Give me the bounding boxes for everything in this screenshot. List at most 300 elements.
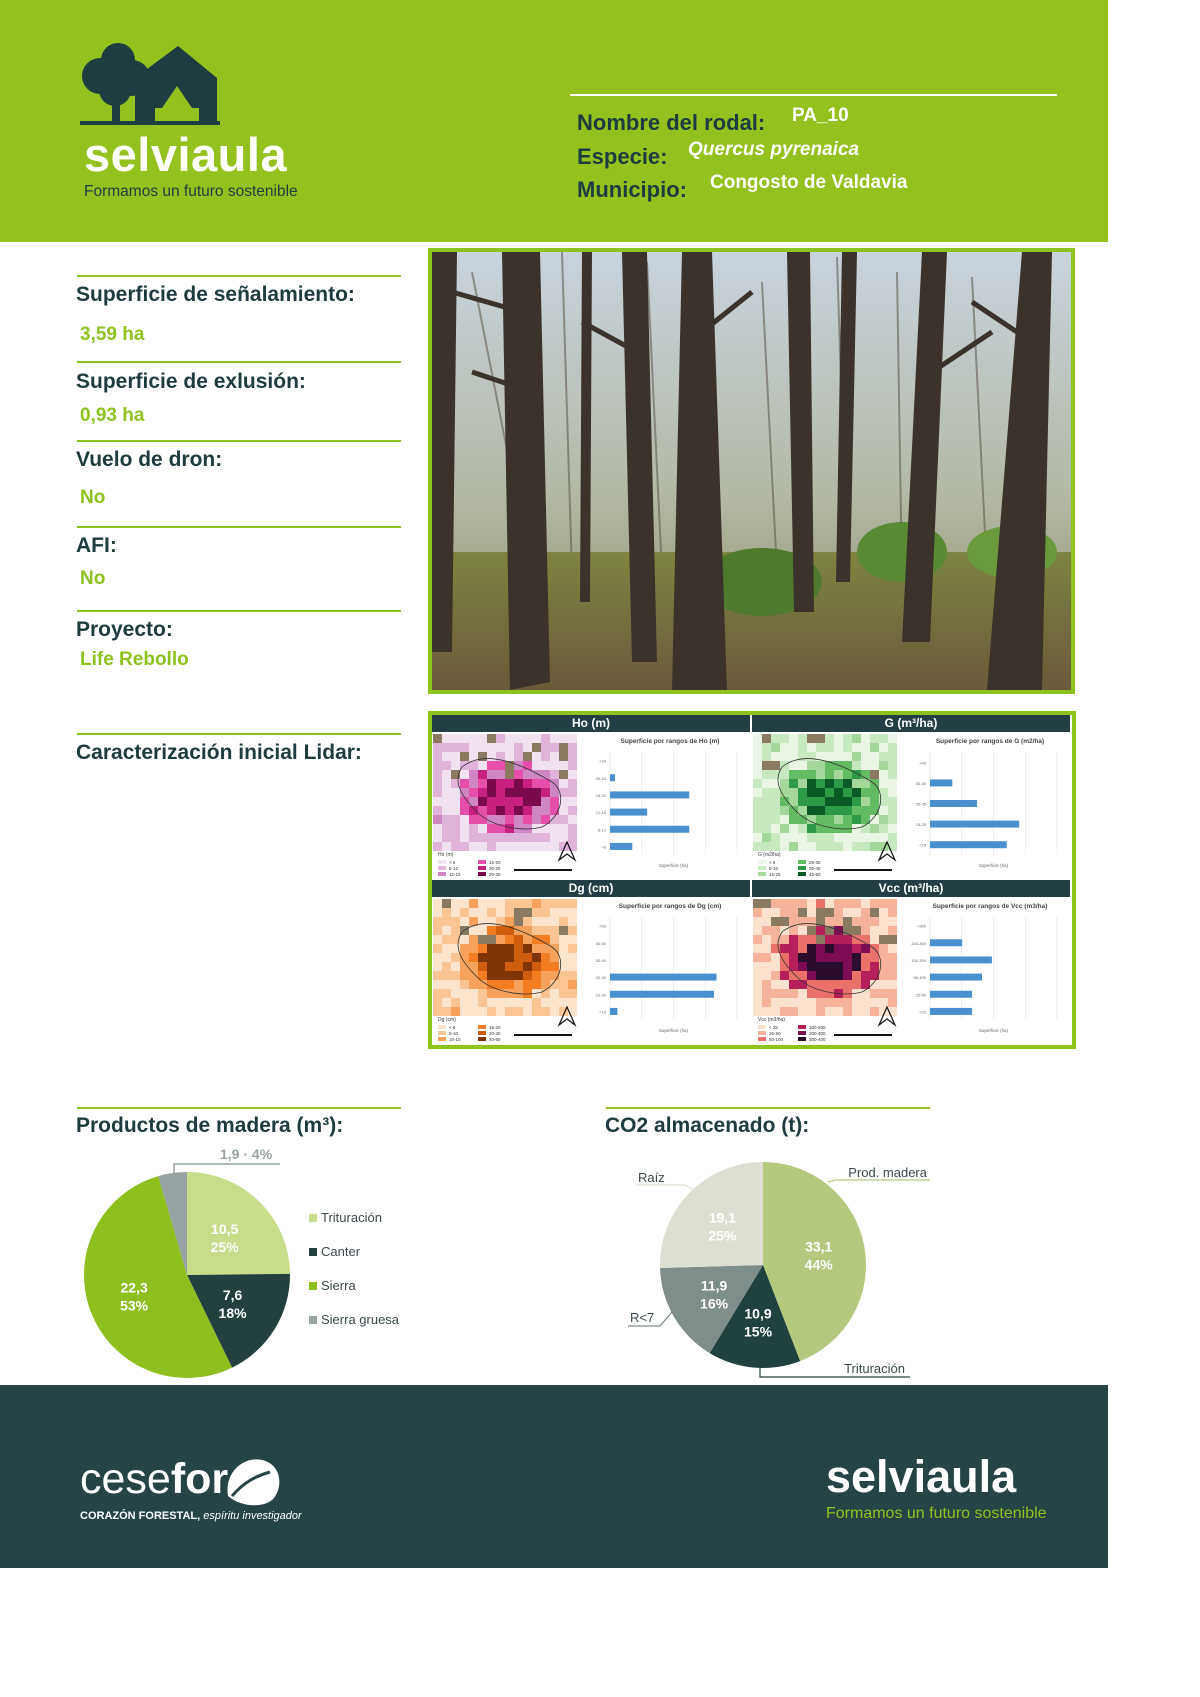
map-cell (559, 770, 568, 779)
map-cell (532, 788, 541, 797)
map-cell (798, 998, 807, 1007)
map-cell (789, 779, 798, 788)
map-cell (753, 998, 762, 1007)
map-cell (789, 833, 798, 842)
map-cell (861, 917, 870, 926)
map-cell (843, 770, 852, 779)
map-cell (505, 935, 514, 944)
map-cell (843, 779, 852, 788)
map-cell (541, 962, 550, 971)
map-raster (433, 899, 577, 1016)
bar-chart-title: Superficie por rangos de Dg (cm) (618, 903, 722, 910)
x-axis-label: Superficie (ha) (658, 863, 689, 868)
brand-tagline: Formamos un futuro sostenible (84, 183, 298, 200)
map-cell (852, 980, 861, 989)
map-cell (505, 734, 514, 743)
map-cell (568, 788, 577, 797)
map-cell (568, 770, 577, 779)
map-cell (771, 971, 780, 980)
map-cell (442, 770, 451, 779)
map-cell (879, 833, 888, 842)
map-cell (541, 761, 550, 770)
map-cell (451, 998, 460, 1007)
map-cell (559, 926, 568, 935)
map-cell (843, 752, 852, 761)
map-cell (550, 917, 559, 926)
map-cell (825, 734, 834, 743)
map-cell (789, 899, 798, 908)
map-cell (532, 899, 541, 908)
map-cell (532, 917, 541, 926)
legend-label: 25-35 (809, 860, 821, 865)
lidar-panel-g (752, 715, 1072, 880)
map-cell (780, 989, 789, 998)
map-cell (798, 962, 807, 971)
map-cell (487, 971, 496, 980)
map-cell (762, 743, 771, 752)
map-cell (780, 971, 789, 980)
map-cell (505, 953, 514, 962)
map-cell (442, 953, 451, 962)
map-cell (816, 797, 825, 806)
rodal-label: Nombre del rodal: (577, 110, 766, 135)
map-cell (753, 797, 762, 806)
map-cell (469, 944, 478, 953)
map-cell (478, 761, 487, 770)
map-cell (505, 899, 514, 908)
map-cell (514, 743, 523, 752)
map-cell (550, 797, 559, 806)
afi-label: AFI: (76, 534, 117, 557)
map-cell (433, 824, 442, 833)
map-cell (888, 953, 897, 962)
legend-swatch (798, 1025, 806, 1029)
legend-swatch (438, 1031, 446, 1035)
map-cell (514, 899, 523, 908)
map-cell (807, 815, 816, 824)
map-cell (469, 788, 478, 797)
map-cell (870, 1007, 879, 1016)
map-cell (798, 806, 807, 815)
map-cell (568, 908, 577, 917)
map-cell (825, 980, 834, 989)
map-cell (762, 998, 771, 1007)
map-cell (816, 806, 825, 815)
map-cell (433, 899, 442, 908)
category-tick: <10 (599, 1009, 606, 1015)
category-tick: 15-20 (595, 792, 606, 798)
map-cell (879, 824, 888, 833)
map-cell (807, 824, 816, 833)
map-cell (433, 971, 442, 980)
legend-swatch (758, 872, 766, 876)
map-cell (505, 980, 514, 989)
map-cell (433, 797, 442, 806)
map-cell (523, 788, 532, 797)
lidar-g-chart (752, 732, 1072, 880)
bar-chart-title: Superficie por rangos de Vcc (m3/ha) (932, 903, 1048, 910)
map-cell (861, 752, 870, 761)
forest-photo (432, 252, 1071, 690)
cesefor-light: cese (80, 1455, 171, 1503)
map-cell (451, 824, 460, 833)
bar (610, 974, 716, 981)
map-cell (825, 743, 834, 752)
map-cell (825, 998, 834, 1007)
map-cell (807, 734, 816, 743)
map-cell (469, 971, 478, 980)
map-cell (852, 842, 861, 851)
category-tick: <6 (601, 844, 606, 850)
legend-label: < 6 (449, 860, 456, 865)
map-cell (487, 998, 496, 1007)
map-cell (825, 842, 834, 851)
map-cell (798, 779, 807, 788)
map-cell (514, 752, 523, 761)
map-cell (762, 944, 771, 953)
panel-title: Vcc (m³/ha) (752, 880, 1070, 897)
map-cell (469, 998, 478, 1007)
map-cell (523, 806, 532, 815)
bar (610, 791, 689, 798)
map-cell (478, 788, 487, 797)
map-cell (568, 971, 577, 980)
superficie-exclusion-value: 0,93 ha (80, 405, 145, 426)
map-cell (487, 899, 496, 908)
map-cell (514, 815, 523, 824)
map-cell (433, 761, 442, 770)
map-cell (753, 833, 762, 842)
map-cell (496, 899, 505, 908)
map-cell (568, 833, 577, 842)
map-cell (753, 962, 762, 971)
divider (77, 1107, 401, 1109)
pie-value-label: 7,6 (222, 1287, 243, 1304)
map-cell (852, 788, 861, 797)
lidar-panel-dg (432, 880, 752, 1045)
map-cell (843, 917, 852, 926)
map-cell (550, 770, 559, 779)
map-cell (514, 842, 523, 851)
map-cell (834, 908, 843, 917)
map-cell (514, 770, 523, 779)
legend-swatch (798, 872, 806, 876)
pie-category-label: R<7 (630, 1310, 655, 1325)
map-cell (771, 788, 780, 797)
map-cell (487, 815, 496, 824)
map-cell (870, 917, 879, 926)
madera-pie-chart (70, 1140, 430, 1385)
map-cell (532, 944, 541, 953)
map-cell (568, 815, 577, 824)
map-cell (834, 953, 843, 962)
legend-label: 50-100 (769, 1037, 784, 1042)
map-cell (451, 815, 460, 824)
lidar-panel-vcc (752, 880, 1072, 1045)
bar (930, 974, 982, 981)
map-cell (469, 908, 478, 917)
map-cell (762, 815, 771, 824)
map-cell (861, 971, 870, 980)
map-cell (451, 926, 460, 935)
map-cell (870, 734, 879, 743)
legend-label: 5-10 (449, 1031, 459, 1036)
map-cell (532, 980, 541, 989)
map-cell (762, 734, 771, 743)
map-cell (753, 806, 762, 815)
map-cell (753, 752, 762, 761)
map-cell (843, 980, 852, 989)
map-cell (469, 824, 478, 833)
map-cell (852, 998, 861, 1007)
legend-swatch (758, 1031, 766, 1035)
map-cell (433, 926, 442, 935)
map-cell (807, 971, 816, 980)
map-cell (771, 962, 780, 971)
map-cell (807, 797, 816, 806)
map-cell (469, 770, 478, 779)
map-cell (825, 833, 834, 842)
map-cell (550, 926, 559, 935)
map-cell (505, 962, 514, 971)
map-cell (559, 734, 568, 743)
map-cell (825, 770, 834, 779)
map-cell (825, 779, 834, 788)
map-cell (753, 926, 762, 935)
map-cell (487, 788, 496, 797)
map-cell (798, 788, 807, 797)
pie-percent-label: 25% (708, 1227, 737, 1244)
map-cell (433, 752, 442, 761)
map-cell (496, 788, 505, 797)
map-cell (861, 806, 870, 815)
map-cell (487, 743, 496, 752)
map-cell (861, 1007, 870, 1016)
map-cell (762, 962, 771, 971)
map-cell (789, 743, 798, 752)
cesefor-tagline (80, 1510, 302, 1522)
map-cell (532, 1007, 541, 1016)
legend-label: 20-25 (489, 866, 501, 871)
map-cell (798, 953, 807, 962)
map-cell (433, 788, 442, 797)
category-tick: 25-50 (915, 992, 926, 998)
map-cell (870, 935, 879, 944)
map-cell (451, 797, 460, 806)
map-cell (798, 761, 807, 770)
map-cell (753, 788, 762, 797)
map-cell (451, 788, 460, 797)
map-cell (879, 971, 888, 980)
map-cell (514, 734, 523, 743)
divider (77, 361, 401, 363)
map-cell (559, 998, 568, 1007)
cesefor-tagline-bold: CORAZÓN FORESTAL, (80, 1510, 201, 1522)
map-cell (807, 1007, 816, 1016)
map-cell (460, 842, 469, 851)
map-cell (870, 770, 879, 779)
map-cell (496, 908, 505, 917)
map-cell (532, 998, 541, 1007)
bar (930, 779, 952, 786)
map-cell (469, 953, 478, 962)
map-cell (879, 761, 888, 770)
map-cell (870, 788, 879, 797)
map-cell (843, 815, 852, 824)
map-cell (816, 743, 825, 752)
map-cell (834, 944, 843, 953)
map-cell (870, 797, 879, 806)
map-cell (825, 971, 834, 980)
map-cell (433, 935, 442, 944)
map-cell (807, 842, 816, 851)
category-tick: >50 (599, 923, 606, 929)
map-cell (843, 833, 852, 842)
pie-percent-label: 53% (120, 1297, 149, 1314)
map-cell (523, 908, 532, 917)
map-cell (861, 743, 870, 752)
map-cell (843, 842, 852, 851)
map-cell (451, 908, 460, 917)
map-cell (496, 842, 505, 851)
map-cell (861, 998, 870, 1007)
lidar-vcc-chart (752, 897, 1072, 1045)
map-cell (505, 824, 514, 833)
map-cell (433, 980, 442, 989)
map-cell (523, 935, 532, 944)
map-cell (442, 797, 451, 806)
map-cell (834, 788, 843, 797)
map-cell (843, 734, 852, 743)
map-cell (762, 833, 771, 842)
map-cell (816, 842, 825, 851)
bar (930, 821, 1019, 828)
map-cell (550, 1007, 559, 1016)
map-cell (478, 962, 487, 971)
map-cell (460, 806, 469, 815)
map-cell (559, 917, 568, 926)
map-cell (442, 824, 451, 833)
map-cell (433, 953, 442, 962)
map-cell (442, 962, 451, 971)
map-cell (523, 980, 532, 989)
legend-swatch (478, 1031, 486, 1035)
map-cell (789, 953, 798, 962)
map-cell (505, 752, 514, 761)
map-cell (861, 797, 870, 806)
callout-line (174, 1164, 280, 1173)
map-cell (870, 926, 879, 935)
map-cell (807, 962, 816, 971)
map-cell (762, 824, 771, 833)
map-cell (771, 980, 780, 989)
map-cell (861, 788, 870, 797)
map-cell (469, 935, 478, 944)
proyecto-value: Life Rebollo (80, 649, 189, 670)
map-cell (541, 998, 550, 1007)
map-cell (505, 788, 514, 797)
legend-label: 25-30 (489, 872, 501, 877)
map-cell (843, 806, 852, 815)
map-cell (879, 815, 888, 824)
map-cell (433, 743, 442, 752)
x-axis-label: Superficie (ha) (658, 1028, 689, 1033)
map-cell (505, 1007, 514, 1016)
map-cell (568, 926, 577, 935)
map-cell (780, 779, 789, 788)
legend-swatch (309, 1248, 317, 1256)
map-cell (559, 971, 568, 980)
map-cell (487, 1007, 496, 1016)
map-cell (807, 779, 816, 788)
map-cell (514, 908, 523, 917)
map-cell (532, 842, 541, 851)
legend-swatch (758, 1037, 766, 1041)
map-cell (541, 935, 550, 944)
especie-value: Quercus pyrenaica (688, 139, 860, 160)
legend-swatch (478, 872, 486, 876)
map-cell (505, 806, 514, 815)
map-cell (550, 833, 559, 842)
map-cell (861, 962, 870, 971)
map-cell (879, 734, 888, 743)
map-cell (825, 908, 834, 917)
map-cell (496, 944, 505, 953)
map-cell (541, 1007, 550, 1016)
map-cell (816, 935, 825, 944)
map-cell (870, 842, 879, 851)
map-cell (568, 980, 577, 989)
legend-label: 15-25 (769, 872, 781, 877)
map-cell (753, 953, 762, 962)
category-tick: 20-30 (595, 975, 606, 981)
footer-brand-tagline: Formamos un futuro sostenible (826, 1505, 1047, 1522)
bar (930, 956, 992, 963)
map-cell (550, 743, 559, 752)
map-cell (870, 989, 879, 998)
map-cell (762, 908, 771, 917)
map-cell (780, 980, 789, 989)
map-cell (852, 962, 861, 971)
map-cell (550, 989, 559, 998)
map-cell (807, 908, 816, 917)
map-cell (460, 998, 469, 1007)
map-cell (870, 743, 879, 752)
map-cell (442, 752, 451, 761)
category-tick: >24 (599, 758, 606, 764)
map-cell (478, 989, 487, 998)
map-cell (550, 752, 559, 761)
map-cell (523, 833, 532, 842)
map-cell (771, 908, 780, 917)
map-cell (550, 998, 559, 1007)
vuelo-dron-value: No (80, 487, 106, 508)
map-cell (442, 842, 451, 851)
map-cell (852, 833, 861, 842)
map-cell (762, 1007, 771, 1016)
map-cell (559, 944, 568, 953)
map-cell (487, 761, 496, 770)
map-cell (807, 899, 816, 908)
map-cell (807, 917, 816, 926)
legend-swatch (758, 1025, 766, 1029)
vuelo-dron-label: Vuelo de dron: (76, 448, 223, 471)
map-cell (469, 899, 478, 908)
map-cell (870, 899, 879, 908)
map-cell (442, 815, 451, 824)
map-cell (852, 953, 861, 962)
map-cell (568, 917, 577, 926)
